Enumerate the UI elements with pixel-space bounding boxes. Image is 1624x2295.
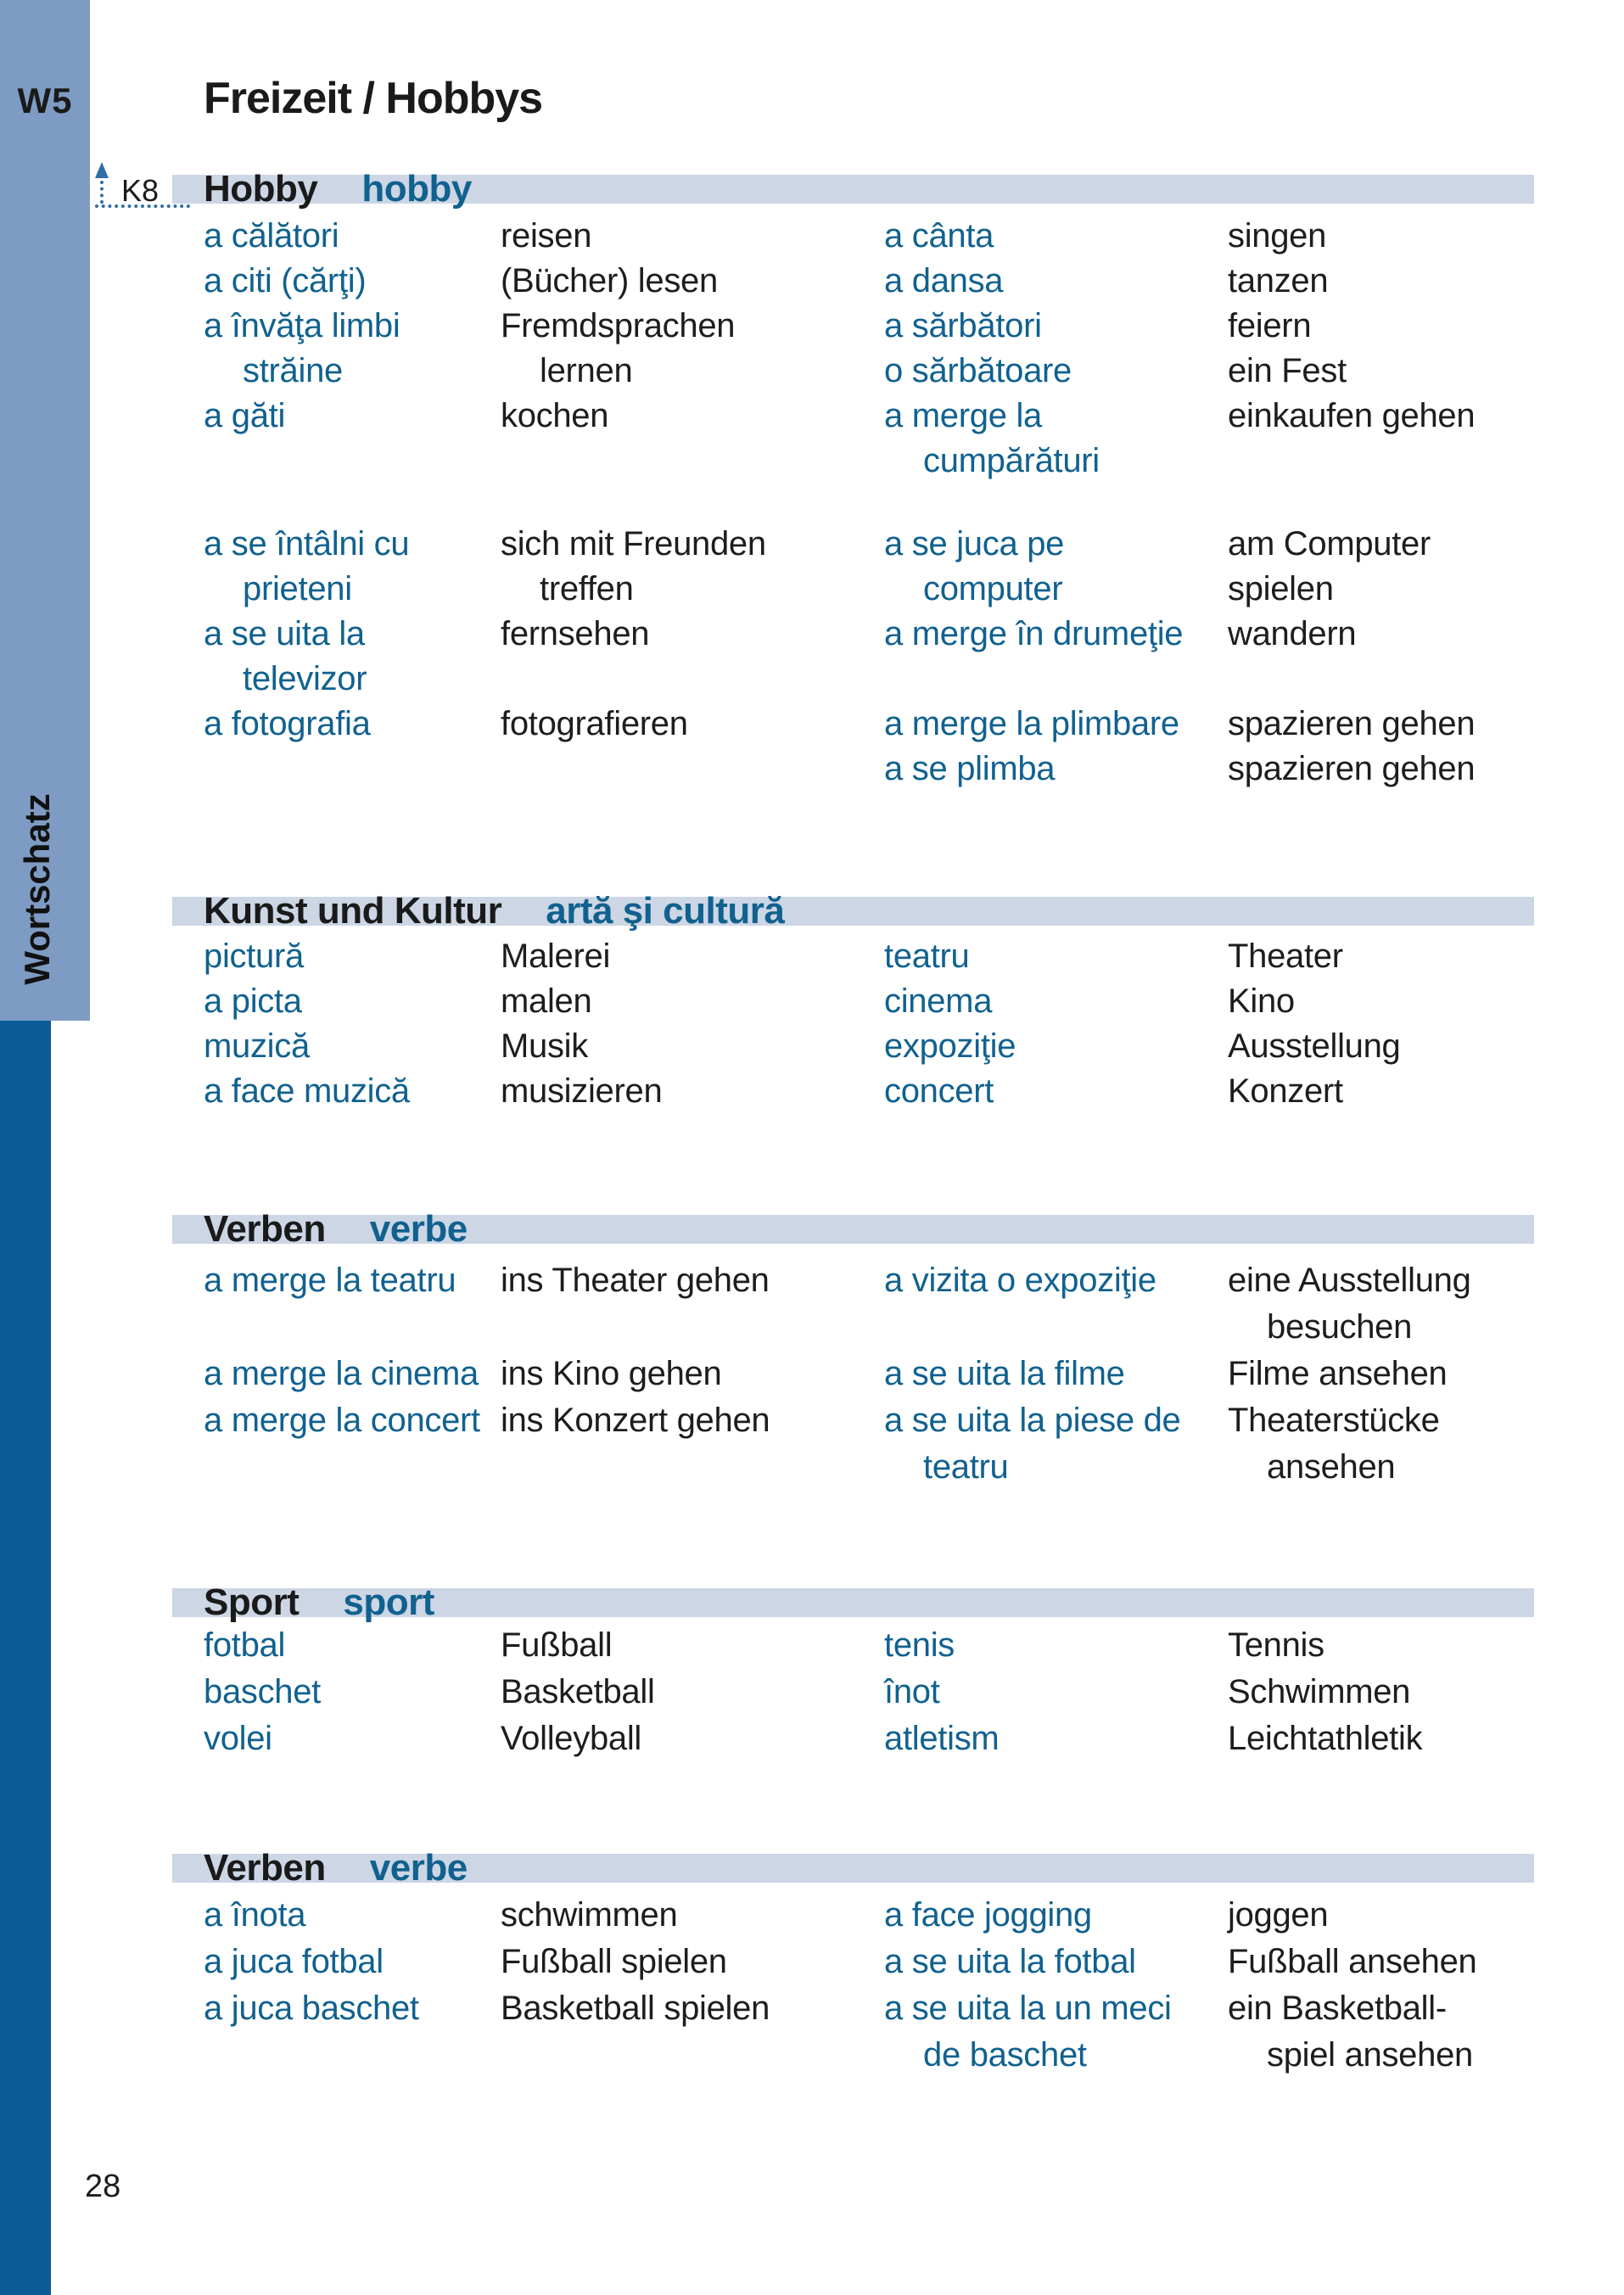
vocab-ro-right: a se juca pe (884, 525, 1065, 563)
vocab-ro-right: a se uita la piese de (884, 1402, 1181, 1439)
table-row (0, 705, 1624, 750)
section-header-band (172, 1581, 1534, 1623)
vocab-ro-right: cumpărături (923, 442, 1100, 479)
vocab-ro-right: a merge în drumeţie (884, 615, 1184, 652)
section-title-de: Verben (204, 1847, 326, 1889)
vocab-ro-left: a învăţa limbi (204, 307, 400, 344)
vocab-ro-left: televizor (243, 660, 367, 697)
vocab-de-right: joggen (1228, 1896, 1329, 1934)
vocab-de-right: ein Basketball- (1228, 1990, 1447, 2027)
section-sport (0, 1581, 1624, 1766)
vocab-ro-left: muzică (204, 1027, 310, 1065)
vocab-ro-right: o sărbătoare (884, 352, 1072, 389)
table-row (0, 442, 1624, 487)
vocab-ro-left: a citi (cărţi) (204, 262, 367, 299)
section-title-de: Hobby (204, 168, 318, 210)
vocab-de-left: ins Theater gehen (501, 1262, 770, 1299)
vocab-de-right: ansehen (1267, 1448, 1396, 1486)
vocab-ro-right: cinema (884, 982, 993, 1020)
table-row (0, 1673, 1624, 1720)
vocab-ro-right: a se uita la un meci (884, 1990, 1172, 2027)
vocab-ro-left: a se întâlni cu (204, 525, 410, 563)
section-header-band (172, 168, 1534, 210)
vocab-ro-left: străine (243, 352, 343, 389)
section-header (204, 890, 785, 932)
section-title-ro: verbe (369, 1847, 468, 1889)
vocab-ro-left: a face muzică (204, 1072, 410, 1110)
vocab-de-right: spazieren gehen (1228, 750, 1476, 787)
vocab-de-left: ins Kino gehen (501, 1355, 722, 1392)
vocab-de-left: schwimmen (501, 1896, 678, 1934)
vocab-de-right: spiel ansehen (1267, 2036, 1473, 2074)
section-verben-kultur (0, 1208, 1624, 1495)
vocab-de-left: lernen (540, 352, 633, 389)
vocab-ro-left: a merge la teatru (204, 1262, 456, 1299)
table-row (0, 525, 1624, 570)
table-row (0, 217, 1624, 262)
vocab-de-left: treffen (540, 570, 634, 607)
vocab-ro-right: a cânta (884, 217, 994, 255)
section-title-de: Sport (204, 1581, 300, 1623)
table-row (0, 615, 1624, 660)
table-row (0, 307, 1624, 352)
section-header-band (172, 1847, 1534, 1889)
vocab-de-left: musizieren (501, 1072, 663, 1110)
vocab-de-right: wandern (1228, 615, 1357, 652)
section-title-de: Kunst und Kultur (204, 890, 502, 932)
vocab-ro-right: concert (884, 1072, 994, 1110)
vocab-ro-left: a merge la concert (204, 1402, 480, 1439)
section-header (204, 1208, 468, 1250)
page-title: Freizeit / Hobbys (204, 74, 543, 123)
vocab-ro-right: tenis (884, 1626, 955, 1664)
vocab-ro-left: a înota (204, 1896, 306, 1934)
vocab-ro-left: a merge la cinema (204, 1355, 479, 1392)
vocab-ro-right: a face jogging (884, 1896, 1092, 1934)
vocab-de-right: tanzen (1228, 262, 1329, 299)
vocab-ro-right: expoziţie (884, 1027, 1016, 1065)
vocab-de-left: Fußball (501, 1626, 613, 1664)
section-title-de: Verben (204, 1208, 326, 1250)
vocab-de-right: Schwimmen (1228, 1673, 1411, 1710)
section-title-ro: artă şi cultură (546, 890, 785, 932)
vocab-de-left: Volleyball (501, 1720, 642, 1757)
section-title-ro: verbe (369, 1208, 468, 1250)
vocab-ro-right: teatru (884, 938, 970, 975)
table-row (0, 352, 1624, 397)
vocab-de-right: spazieren gehen (1228, 705, 1476, 742)
vocab-de-right: einkaufen gehen (1228, 397, 1476, 434)
vocab-de-left: fernsehen (501, 615, 650, 652)
vocab-ro-right: a merge la plimbare (884, 705, 1179, 742)
table-row (0, 1720, 1624, 1766)
vocab-ro-left: a fotografia (204, 705, 371, 742)
vocab-ro-left: a juca fotbal (204, 1943, 384, 1980)
vocab-ro-right: a sărbători (884, 307, 1042, 344)
chapter-marker: K8 (121, 173, 160, 208)
vocab-ro-right: a se uita la fotbal (884, 1943, 1136, 1980)
table-row (0, 1308, 1624, 1355)
vocab-de-left: fotografieren (501, 705, 688, 742)
vocab-de-right: Ausstellung (1228, 1027, 1401, 1065)
table-row (0, 2036, 1624, 2083)
table-row (0, 982, 1624, 1027)
table-row (0, 1355, 1624, 1402)
vocab-ro-left: a călători (204, 217, 339, 255)
vocab-de-right: Kino (1228, 982, 1295, 1020)
vocab-ro-left: fotbal (204, 1626, 286, 1664)
vocab-ro-left: pictură (204, 938, 304, 975)
page-number: 28 (85, 2169, 121, 2204)
vocab-ro-right: de baschet (923, 2036, 1087, 2074)
vocab-de-left: (Bücher) lesen (501, 262, 718, 299)
table-row (0, 660, 1624, 705)
vocab-de-left: Basketball (501, 1673, 655, 1710)
vocab-ro-right: a se uita la filme (884, 1355, 1125, 1392)
vocab-ro-left: a juca baschet (204, 1990, 419, 2027)
table-row (0, 750, 1624, 795)
vocab-de-left: ins Konzert gehen (501, 1402, 770, 1439)
vocab-rows (0, 1262, 1624, 1495)
vocab-ro-left: baschet (204, 1673, 321, 1710)
section-title-ro: sport (343, 1581, 434, 1623)
vocab-rows (0, 1896, 1624, 2083)
vocab-de-right: eine Ausstellung (1228, 1262, 1471, 1299)
vocab-de-right: Theater (1228, 938, 1343, 975)
vocab-ro-left: a găti (204, 397, 286, 434)
section-header (204, 1847, 468, 1889)
vocab-ro-right: computer (923, 570, 1063, 607)
table-row (0, 1402, 1624, 1448)
table-row (0, 1448, 1624, 1495)
table-row (0, 1896, 1624, 1943)
vocab-de-left: reisen (501, 217, 592, 255)
section-kunst-und-kultur (0, 890, 1624, 1117)
section-hobby (0, 168, 1624, 795)
section-header-band (172, 890, 1534, 932)
section-header (204, 168, 472, 210)
vocab-rows (0, 217, 1624, 795)
vocab-ro-left: a se uita la (204, 615, 365, 652)
table-row (0, 570, 1624, 615)
vocab-ro-left: prieteni (243, 570, 352, 607)
vocab-de-right: Tennis (1228, 1626, 1324, 1664)
vocab-ro-right: a dansa (884, 262, 1004, 299)
table-row (0, 1072, 1624, 1117)
vocab-ro-right: atletism (884, 1720, 1000, 1757)
vocab-ro-right: înot (884, 1673, 940, 1710)
vocab-de-left: kochen (501, 397, 609, 434)
vocab-de-left: Basketball spielen (501, 1990, 770, 2027)
vocab-de-left: Fremdsprachen (501, 307, 736, 344)
vocab-de-right: Filme ansehen (1228, 1355, 1448, 1392)
vocab-de-left: sich mit Freunden (501, 525, 766, 563)
vocab-ro-right: a vizita o expoziţie (884, 1262, 1156, 1299)
vocab-ro-right: a merge la (884, 397, 1042, 434)
section-verben-sport (0, 1847, 1624, 2083)
table-row (0, 1990, 1624, 2036)
section-header (204, 1581, 434, 1623)
vocab-de-right: am Computer (1228, 525, 1431, 563)
vocab-de-right: feiern (1228, 307, 1312, 344)
table-row (0, 1027, 1624, 1072)
vocab-de-left: Fußball spielen (501, 1943, 727, 1980)
table-row (0, 1626, 1624, 1673)
vocab-de-left: malen (501, 982, 592, 1020)
vocab-rows (0, 938, 1624, 1117)
vocab-ro-left: volei (204, 1720, 272, 1757)
vocab-ro-left: a picta (204, 982, 302, 1020)
vocab-de-right: ein Fest (1228, 352, 1347, 389)
section-title-ro: hobby (361, 168, 472, 210)
table-row (0, 262, 1624, 307)
vocab-de-right: spielen (1228, 570, 1334, 607)
vocab-de-left: Musik (501, 1027, 588, 1065)
table-row (0, 1943, 1624, 1990)
table-row (0, 1262, 1624, 1308)
vocab-de-left: Malerei (501, 938, 611, 975)
section-header-band (172, 1208, 1534, 1250)
vocab-ro-right: teatru (923, 1448, 1009, 1486)
vocab-ro-right: a se plimba (884, 750, 1056, 787)
table-row (0, 938, 1624, 982)
unit-label: W5 (17, 81, 73, 120)
vocab-rows (0, 1626, 1624, 1766)
sidebar-vertical-label: Wortschatz (17, 793, 57, 985)
vocab-de-right: Leichtathletik (1228, 1720, 1423, 1757)
vocab-de-right: Theaterstücke (1228, 1402, 1440, 1439)
vocab-de-right: Fußball ansehen (1228, 1943, 1477, 1980)
vocab-de-right: Konzert (1228, 1072, 1343, 1110)
vocab-de-right: besuchen (1267, 1308, 1413, 1346)
table-row (0, 397, 1624, 442)
vocab-de-right: singen (1228, 217, 1327, 255)
